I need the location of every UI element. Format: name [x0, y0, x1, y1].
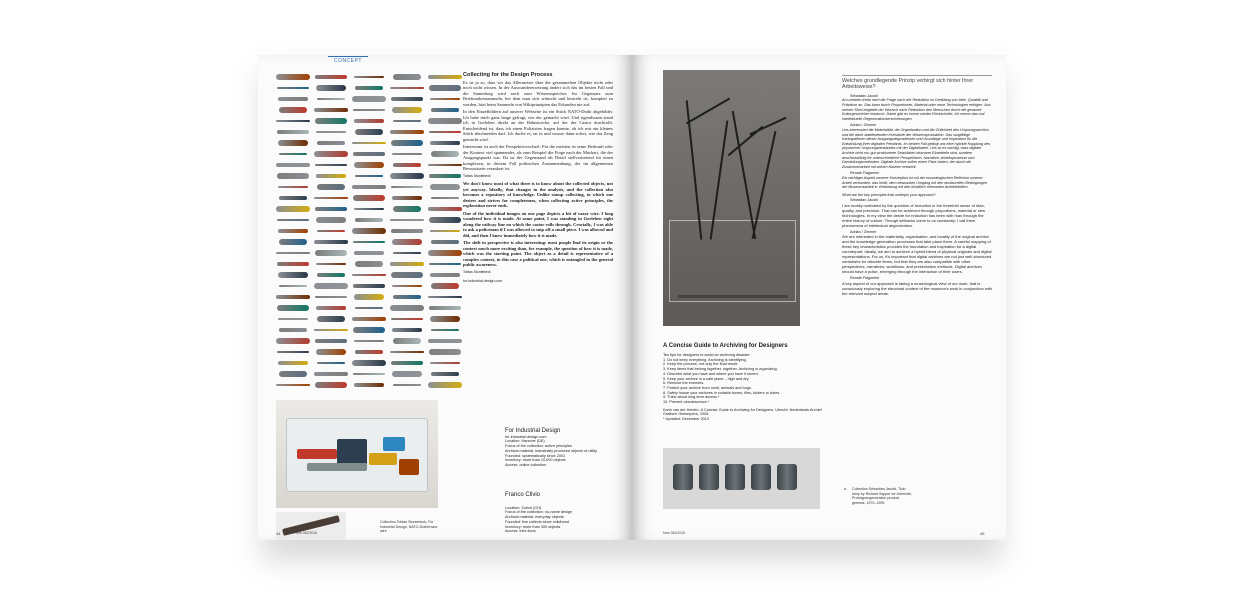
collection-object: [393, 74, 421, 80]
collection-object: [277, 305, 309, 311]
collection-object: [277, 219, 309, 221]
collection-object: [316, 85, 346, 91]
collection-object: [316, 263, 346, 265]
collection-object: [314, 329, 348, 331]
entry-founded: Founded: five collects since childhood: [505, 519, 569, 524]
entry-franco-clivio: [505, 493, 615, 534]
collection-object: [276, 74, 310, 80]
collection-object: [390, 130, 424, 134]
collection-object: [390, 305, 424, 311]
lamp-photo: [663, 70, 800, 326]
collection-object: [392, 328, 422, 332]
collection-object: [393, 163, 421, 167]
speaker-name: Sebastian Jacobi: [850, 93, 879, 98]
collection-object: [354, 251, 384, 255]
collection-object: [276, 338, 310, 344]
collection-object: [430, 184, 460, 190]
photo-caption: Collection Sebastian Jacobi, Tizio lamp by Richard Sapper for Artemide, Prototypengeneration product genesis, 1970–1995: [852, 487, 912, 505]
collection-object: [317, 316, 345, 322]
article-para: Interessant ist auch der Perspektivwechsel: Für die meisten ist seine Herkunft oder der Kontext viel spannender, als zum Beispiel die Frage nach der Machart, die der Ausgangspunkt war. Da ist der Gegenstand als Detail stellvertretend für einen komplexen, in diesem Fall politischen Zusammenhang, der im allgemeinen Bewusstsein verankert ist.: [463, 144, 613, 171]
collection-object: [352, 142, 386, 144]
collection-object: [276, 163, 310, 167]
collection-object: [428, 75, 462, 79]
collection-object: [276, 120, 310, 122]
collection-object: [430, 230, 460, 232]
guide-note: * Updated: December 2013: [663, 417, 710, 422]
entry-title: Franco Clivio: [505, 492, 541, 498]
entry-for-industrial-design: [505, 429, 615, 468]
collection-object: [428, 207, 462, 211]
article-para: We don't know most of what there is to know about the collected objects, not yet anyway. Ideally, that changes in the analysis, and the collection also becomes a repository of knowledge. Unlike stamp collecting, in which one desires and strives for completeness, when collecting active principles, the exploration never ends.: [463, 181, 613, 208]
collection-object: [279, 153, 307, 155]
collection-object: [314, 372, 348, 376]
collection-object: [315, 296, 347, 298]
collection-object: [277, 351, 309, 353]
collection-object: [353, 327, 385, 333]
collection-object: [355, 307, 383, 309]
collection-object: [276, 384, 310, 386]
collection-object: [316, 349, 346, 355]
cylinders-photo: [663, 448, 820, 509]
section-tag: CONCEPT: [328, 56, 368, 64]
collection-object: [315, 382, 347, 388]
collection-object: [390, 87, 424, 89]
collection-object: [390, 173, 424, 179]
collection-object: [352, 274, 386, 276]
collection-object: [317, 184, 345, 190]
collection-object: [391, 140, 423, 146]
collection-object: [278, 361, 308, 365]
collection-object: [353, 241, 385, 243]
collection-object: [391, 229, 423, 233]
storage-box: [286, 418, 428, 492]
answer-en: I am mostly motivated by the question of reduction in the threefold sense of idea, quality, and precision. That can be achieved through proportions, material or new technologies. In my view the desire for reduction has been with man through the entire history of culture. Though setbacks come to us constantly; I call them phenomena of intellectual degeneration.: [842, 202, 986, 228]
collection-object: [428, 250, 462, 256]
collection-object: [354, 208, 384, 210]
collection-object: [277, 173, 309, 179]
collection-object: [428, 339, 462, 343]
collection-object: [431, 151, 459, 157]
collection-object: [315, 339, 347, 343]
collection-object: [316, 217, 346, 223]
collection-object: [429, 217, 461, 223]
collection-object: [355, 350, 383, 354]
collection-object: [390, 351, 424, 353]
collection-object: [279, 285, 307, 287]
left-page: [258, 55, 632, 540]
collection-object: [431, 329, 459, 331]
collection-object: [316, 174, 346, 178]
collection-object: [277, 262, 309, 266]
collection-object: [430, 362, 460, 364]
right-page: [632, 55, 1006, 540]
collection-object: [429, 85, 461, 91]
page-number: 45: [980, 531, 985, 536]
collection-object: [279, 328, 307, 332]
collection-object: [353, 373, 385, 375]
collection-object: [277, 87, 309, 89]
collection-object: [279, 239, 307, 245]
collection-object: [352, 185, 386, 189]
collection-object: [317, 273, 345, 277]
collection-object: [315, 164, 347, 166]
collection-object: [429, 174, 461, 178]
collection-object: [354, 119, 384, 123]
collection-object: [430, 273, 460, 277]
archiving-guide: [663, 343, 823, 422]
collection-object: [393, 252, 421, 254]
collection-object: [392, 153, 422, 155]
collection-object: [392, 285, 422, 287]
collection-object: [392, 107, 422, 113]
collection-object: [277, 130, 309, 134]
collection-object: [315, 75, 347, 79]
collection-object: [391, 97, 423, 101]
collection-object: [355, 261, 383, 267]
collection-object: [278, 186, 308, 188]
collection-object: [352, 360, 386, 366]
guide-tip: 8. Safely house your archives in suitable boxes, files, folders or tubes.: [663, 390, 781, 395]
collection-object: [314, 283, 348, 289]
guide-tip: 10. Prevent obsolescence.*: [663, 400, 710, 405]
collection-object: [316, 131, 346, 133]
collection-object: [279, 107, 307, 113]
razor-wire-photo: [276, 512, 346, 540]
collection-object: [353, 152, 385, 156]
entry-url: for-industrial-design.com: [505, 434, 547, 439]
collection-object: [353, 109, 385, 111]
collection-object: [430, 316, 460, 322]
collection-object: [279, 371, 307, 377]
article-para: Es ist ja so, dass wir das Allermeiste über die gesammelten Objekte nicht oder noch nicht wissen. In der Auswanderersetzung ändert sich das im besten Fall und die Sammlung wird auch zum Wissensspeicher. Im Gegensatz zum Briefmarkensammeln, bei dem man sich wünscht und bestrebt ist, komplett zu werden, hört beim Sammeln von Wikiprinzipien das Erkunden nie auf.: [463, 79, 613, 107]
collection-object: [431, 108, 459, 112]
object-collection-grid: [276, 73, 462, 395]
collection-object: [317, 98, 345, 100]
guide-tip: 6. Remove the enemies.: [663, 381, 705, 386]
collection-object: [355, 218, 383, 222]
collection-object: [315, 250, 347, 256]
collection-object: [278, 229, 308, 233]
interview-question-en: What are the key principles that underpin your approach?: [842, 192, 936, 197]
collection-object: [391, 318, 423, 320]
collection-object: [317, 230, 345, 232]
collection-object: [428, 164, 462, 166]
entry-founded: Founded: systematically since 2001: [505, 453, 566, 458]
guide-tip: 5. Keep your archive in a safe place – high and dry.: [663, 376, 750, 381]
article-column: [463, 73, 613, 287]
article-author: Tobias Stuntebeck: [463, 269, 491, 274]
collection-object: [354, 383, 384, 387]
answer-de: Uns interessiert die Materialität, die Organisation und die Örtlichkeit des Ursprungsarchivs und die darin stattfindenden Kreisläufe der Wissensproduktion. Das sorgfältige Kartografieren dieser Ausgangsdispositionen und Grundlage und Inspiration für die Entwicklung ihrer digitalen Pendants. Im besten Fall gelingt uns eine hybride Kopplung des physischen Ursprungsbestandes mit der Digitalkaten. Uns ist es wichtig, dass digitale Archive nicht nur gut strukturierte Setzkästen atomarer Einzelteile sind, sondern anschlussfähig für unterschiedliche Perspektiven, Narrative, Arbeitsprozesse und Darstellungsmethoden. Digitale Archive sollen einen Platz haben, der durch die Zusammenarbeit mit seinen Nutzern entsteht.: [842, 127, 991, 169]
collection-object: [278, 318, 308, 320]
guide-tip: 7. Protect your archive from mold, animals and bugs.: [663, 385, 752, 390]
entry-location: Location: Hanover (DE): [505, 439, 545, 444]
collection-object: [314, 151, 348, 157]
collection-object: [353, 284, 385, 288]
collection-object: [354, 340, 384, 342]
guide-tip: 3. Keep items that belong together, together. Archiving is organizing.: [663, 367, 778, 372]
collection-object: [276, 206, 310, 212]
collection-object: [431, 240, 459, 244]
collection-object: [352, 228, 386, 234]
speaker-name: Renate Flagmeier: [850, 276, 880, 281]
speaker-name: Adrian / Zimmer: [850, 229, 877, 234]
collection-object: [391, 272, 423, 278]
collection-object: [352, 317, 386, 321]
box-photo: [276, 400, 438, 508]
entry-focus: Focus of the collection: no-name design: [505, 510, 573, 515]
collection-object: [393, 120, 421, 122]
entry-title: For Industrial Design: [505, 428, 561, 434]
collection-object: [278, 140, 308, 146]
article-author: Tobias Stuntebeck: [463, 173, 491, 178]
collection-object: [429, 349, 461, 355]
collection-object: [428, 382, 462, 388]
collection-object: [314, 108, 348, 112]
guide-tip: 4. Describe what you have and where you have it stored.: [663, 371, 759, 376]
answer-de: Ein wichtiger Aspekt unserer Konzeption ist mit der musealogischen Reflexion unserer Arbeit verbunden, das heißt, dem bewussten Umgang mit den strukturellen Bedingungen der Museumsarbeit in Verbindung mit den inhaltlich relevanten Arbeitsfeldern.: [842, 175, 988, 190]
entry-access: Access: exhi-tions: [505, 529, 536, 534]
collection-object: [355, 86, 383, 90]
entry-inventory: Inventory: more than 300 objects: [505, 524, 561, 529]
collection-object: [278, 272, 308, 278]
interview-column: [842, 75, 992, 298]
entry-inventory: Inventory: more than 10,000 objects: [505, 458, 566, 463]
photo-caption: Collection Tobias Stuntebeck, For Industrial Design, NATO-Draht/razor wire: [380, 520, 438, 534]
answer-en: A key aspect of our approach is taking a museological view of our work, that is consciously exploring the structural context of the museum's work in conjunction with the relevant subject areas.: [842, 281, 992, 297]
collection-object: [430, 141, 460, 145]
speaker-name: Sebastian Jacobi: [850, 198, 879, 203]
collection-object: [317, 141, 345, 145]
collection-object: [278, 97, 308, 101]
collection-object: [428, 118, 462, 124]
collection-object: [428, 296, 462, 298]
guide-tips: [663, 358, 823, 405]
entry-material: Archival material: industrially produced objects of utility: [505, 448, 598, 453]
entry-location: Location: Zurich (CH): [505, 505, 542, 510]
collection-object: [314, 197, 348, 199]
collection-object: [315, 207, 347, 211]
answer-de: Am meisten treibt mich die Frage nach der Reduktion im Dreiklang von Idee, Qualität und Präzision an. Das kann durch Proportionen, Material oder neue Technologien erfolgen. Aus meiner Sicht begleitet der Wunsch nach Reduktion den Menschen durch die gesamte Kulturgeschichte hindurch. Dabei gibt es immer wieder Rückschritte, ich nenne das mal intellektuelle Degenerationserscheinungen.: [842, 98, 991, 121]
interview-question-de: Welches grundlegende Prinzip verbirgt sich hinter Ihrer Arbeitsweise?: [842, 75, 992, 91]
guide-title: A Concise Guide to Archiving for Designers: [663, 343, 788, 349]
collection-object: [317, 362, 345, 364]
entry-focus: Focus of the collection: active principles: [505, 444, 572, 449]
collection-object: [391, 361, 423, 365]
collection-object: [390, 219, 424, 221]
collection-object: [354, 294, 384, 300]
guide-intro: Ten tips for designers to avoid an archiving disaster:: [663, 353, 751, 357]
guide-source: Karin van der Heiden, A Concise Guide to Archiving for Designers, Utrecht: Nederlands Archief Grafisch Ontwerpers, 2008: [663, 407, 822, 417]
collection-object: [314, 240, 348, 244]
speaker-name: Adrian / Zimmer: [850, 123, 877, 128]
collection-object: [315, 118, 347, 124]
guide-tip: 9. Think about long-term access.*: [663, 395, 720, 400]
collection-object: [355, 175, 383, 177]
collection-object: [316, 306, 346, 310]
speaker-name: Renate Flagmeier: [850, 171, 880, 176]
page-number: 44: [276, 531, 281, 536]
answer-en: We are interested in the materiality, organisation, and locality of the original archive and the knowledge generation processes that take place there. A careful mapping of these key characteristics provides the foundation and inspiration for a digital counterpart. Ideally, we aim to achieve a hybrid blend of physical originals and digital representations. For us, it's important that digital archives are not just well-structured containers for discrete items, but that they are also compatible with other perspectives, narratives, workflows, and presentation methods. Digital archives should have a pulse, emerging through the interaction of their users.: [842, 234, 992, 275]
article-url: for-industrial-design.com: [463, 279, 503, 283]
collection-object: [431, 197, 459, 199]
collection-object: [393, 295, 421, 299]
collection-object: [429, 263, 461, 265]
collection-object: [352, 96, 386, 102]
collection-object: [392, 239, 422, 245]
collection-object: [353, 195, 385, 201]
collection-object: [431, 372, 459, 376]
article-para: In den Einzelbildern auf unserer Webseite ist ein Stück NATO-Draht abgebildet. Ich habe mich ganz lange gefragt, wie der gemacht wird. Und irgendwann stand ich in Gorleben direkt an der Bahnstrecke, auf der der Castor durchrollt. Entscheidend ist, dass ich einen Polizisten fragen konnte, ob ich mir ein kleines Stück abschneiden darf. Ich durfte es, tat es und wusste dann sofort, wie das Zeug gemacht wird.: [463, 109, 613, 142]
page-footer: Form 061/2016: [294, 531, 317, 535]
article-para: The shift in perspective is also interesting: most people find its origin or the context much more exciting than, for example, the question of how it is made, which was the starting point. The object as a detail is representative of a complex context, in this case a political one, which is entangled in the general public awareness.: [463, 240, 613, 267]
collection-object: [429, 131, 461, 133]
collection-object: [355, 129, 383, 135]
entry-access: Access: online collection: [505, 462, 547, 467]
entry-material: Archival material: everyday objects: [505, 515, 564, 520]
collection-object: [429, 306, 461, 310]
collection-object: [279, 196, 307, 200]
collection-object: [393, 206, 421, 212]
collection-object: [393, 384, 421, 386]
collection-object: [390, 262, 424, 266]
collection-object: [354, 162, 384, 168]
collection-object: [392, 196, 422, 200]
caption-marker: a.: [844, 487, 847, 491]
collection-object: [430, 98, 460, 100]
page-footer: form 061/2016: [663, 531, 685, 535]
collection-object: [392, 371, 422, 377]
collection-object: [431, 283, 459, 289]
collection-object: [393, 338, 421, 344]
article-heading: Collecting for the Design Process: [463, 72, 553, 78]
collection-object: [391, 186, 423, 188]
collection-object: [276, 252, 310, 254]
guide-tip: 1. Do not keep everything. Archiving is identifying.: [663, 357, 747, 362]
guide-tip: 2. Keep the process, not only the final result.: [663, 362, 738, 367]
collection-object: [276, 295, 310, 299]
article-para: One of the individual images on our page depicts a bit of razor wire. I long wondered how it is made. At some point, I was standing in Gorleben right along the railway line on which the castor rolls through. Crucially, I was able to ask a policeman if I was allowed to snip off a small piece. I was allowed and did, and then I knew immediately how it is made.: [463, 210, 613, 238]
collection-object: [354, 76, 384, 78]
